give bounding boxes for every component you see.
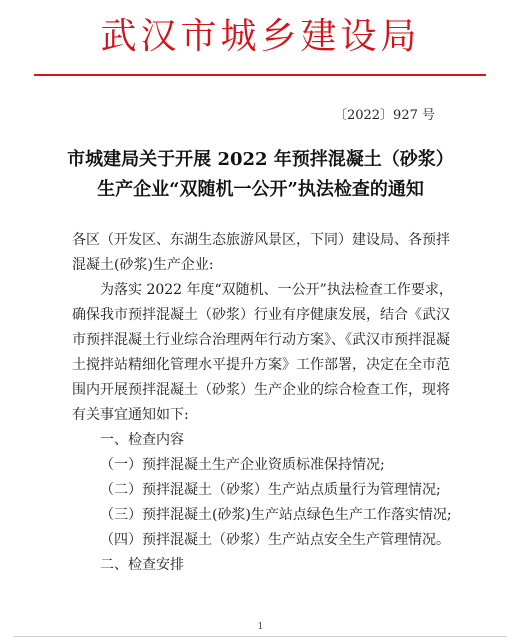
document-body [72, 228, 456, 578]
section-1-item-3: （三）预拌混凝土(砂浆)生产站点绿色生产工作落实情况; [100, 507, 452, 523]
letterhead-red-rule [34, 74, 486, 76]
document-title-line-2: 生产企业“双随机一公开”执法检查的通知 [97, 179, 424, 200]
addressee: 各区（开发区、东湖生态旅游风景区，下同）建设局、各预拌混凝土(砂浆)生产企业: [72, 232, 450, 273]
document-title [0, 145, 521, 205]
section-1-item-1: （一）预拌混凝土生产企业资质标准保持情况; [100, 457, 385, 473]
org-name: 武汉市城乡建设局 [100, 16, 421, 57]
document-number: 〔2022〕927 号 [333, 108, 435, 123]
section-2-heading: 二、检查安排 [100, 557, 184, 573]
section-1-item-2: （二）预拌混凝土（砂浆）生产站点质量行为管理情况; [100, 482, 441, 498]
page-number: 1 [257, 622, 264, 632]
section-1-heading: 一、检查内容 [100, 432, 184, 448]
page-bottom-rule [14, 636, 507, 637]
letterhead [0, 12, 521, 62]
section-1-item-4: （四）预拌混凝土（砂浆）生产站点安全生产管理情况。 [100, 532, 450, 548]
intro-paragraph: 为落实 2022 年度“双随机、一公开”执法检查工作要求，确保我市预拌混凝土（砂浆）行业有序健康发展，结合《武汉市预拌混凝土行业综合治理两年行动方案》、《武汉市预拌混凝土搅拌站精细化管理水平提升方案》工作部署，决定在全市范围内开展预拌混凝土（砂浆）生产企业的综合检查工作，现将有关事宜通知如下: [72, 282, 453, 423]
document-title-line-1: 市城建局关于开展 2022 年预拌混凝土（砂浆） [67, 149, 454, 170]
